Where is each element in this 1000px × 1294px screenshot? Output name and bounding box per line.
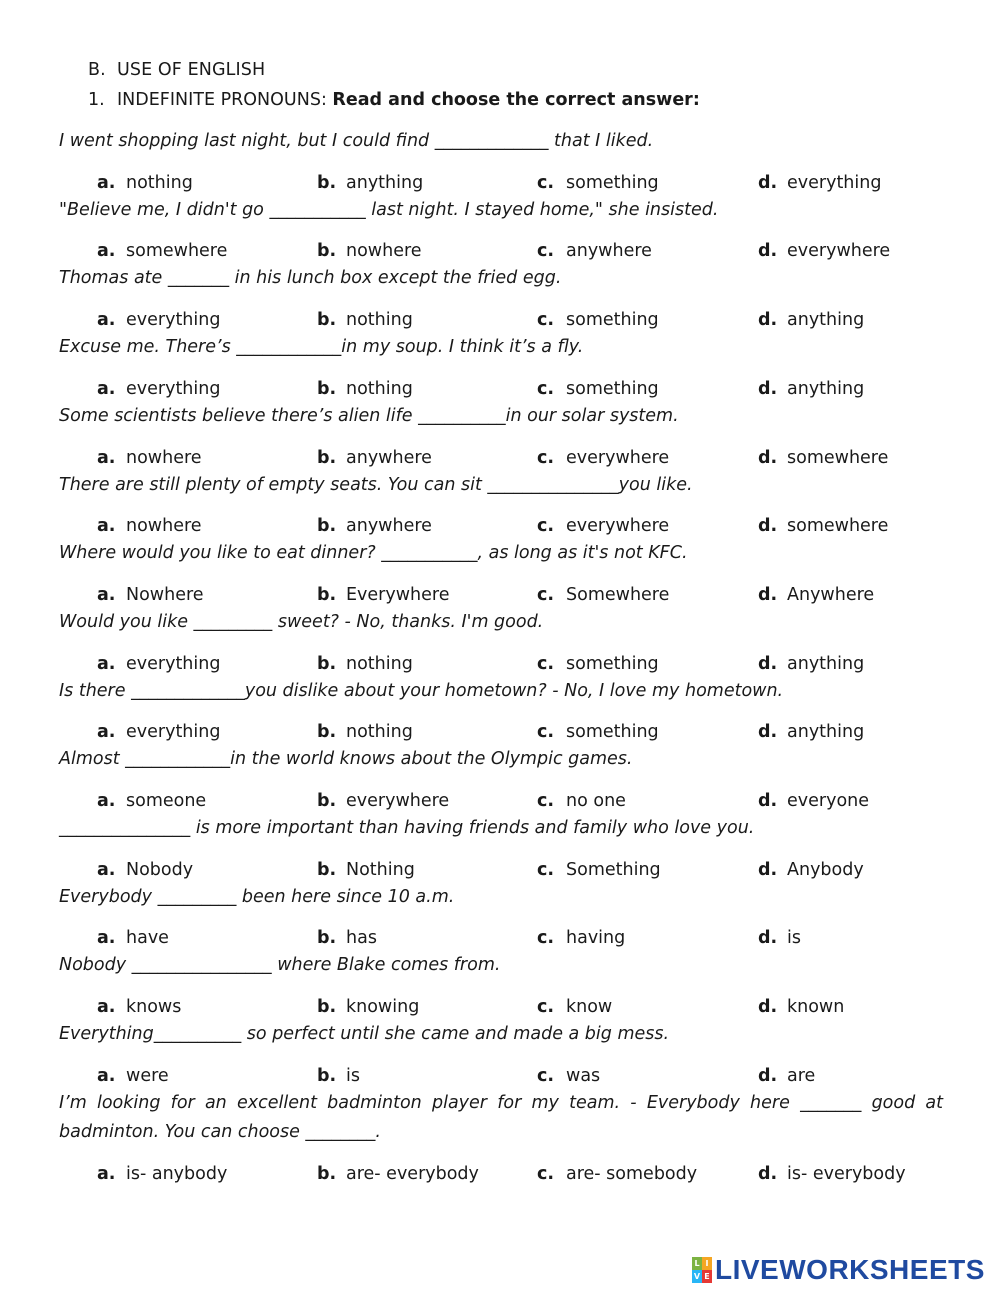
option-text: anything bbox=[787, 722, 865, 742]
answer-option[interactable] bbox=[537, 997, 612, 1017]
question-text: Excuse me. There’s ____________in my soup. I think it’s a fly. bbox=[59, 337, 584, 357]
answer-option[interactable] bbox=[97, 791, 206, 811]
answer-option[interactable] bbox=[537, 860, 661, 880]
answer-option[interactable] bbox=[97, 585, 204, 605]
option-letter: c. bbox=[537, 241, 555, 261]
option-text: known bbox=[787, 997, 845, 1017]
answer-option[interactable] bbox=[537, 448, 669, 468]
option-letter: b. bbox=[317, 585, 337, 605]
option-letter: d. bbox=[758, 585, 778, 605]
answer-option[interactable] bbox=[317, 585, 449, 605]
option-letter: c. bbox=[537, 654, 555, 674]
answer-option[interactable] bbox=[317, 1164, 479, 1184]
answer-option[interactable] bbox=[97, 241, 227, 261]
option-letter: d. bbox=[758, 448, 778, 468]
answer-options bbox=[97, 1164, 957, 1188]
option-text: Something bbox=[566, 860, 661, 880]
option-letter: d. bbox=[758, 997, 778, 1017]
answer-option[interactable] bbox=[758, 379, 864, 399]
option-letter: d. bbox=[758, 241, 778, 261]
answer-option[interactable] bbox=[317, 241, 422, 261]
option-letter: b. bbox=[317, 654, 337, 674]
option-letter: d. bbox=[758, 654, 778, 674]
option-letter: a. bbox=[97, 585, 116, 605]
answer-option[interactable] bbox=[758, 448, 888, 468]
option-letter: d. bbox=[758, 516, 778, 536]
section-title: USE OF ENGLISH bbox=[117, 60, 266, 80]
answer-option[interactable] bbox=[317, 173, 423, 193]
option-letter: c. bbox=[537, 928, 555, 948]
answer-option[interactable] bbox=[758, 791, 869, 811]
answer-option[interactable] bbox=[537, 516, 669, 536]
answer-option[interactable] bbox=[97, 654, 220, 674]
answer-option[interactable] bbox=[97, 928, 169, 948]
answer-option[interactable] bbox=[97, 448, 202, 468]
option-text: are- somebody bbox=[566, 1164, 698, 1184]
question-text: Nobody ________________ where Blake comes from. bbox=[59, 955, 501, 975]
option-letter: d. bbox=[758, 310, 778, 330]
answer-option[interactable] bbox=[537, 1164, 697, 1184]
answer-option[interactable] bbox=[758, 860, 864, 880]
answer-option[interactable] bbox=[97, 379, 220, 399]
answer-option[interactable] bbox=[537, 654, 659, 674]
question-text: I’m looking for an excellent badminton player for my team. - Everybody here _______ good at badminton. You can choose ________. bbox=[59, 1093, 943, 1142]
option-text: is bbox=[787, 928, 801, 948]
answer-option[interactable] bbox=[97, 1164, 227, 1184]
question-text: Thomas ate _______ in his lunch box except the fried egg. bbox=[59, 268, 562, 288]
answer-option[interactable] bbox=[317, 722, 413, 742]
option-letter: d. bbox=[758, 928, 778, 948]
answer-option[interactable] bbox=[758, 1066, 815, 1086]
answer-options bbox=[97, 860, 957, 884]
option-text: anywhere bbox=[566, 241, 652, 261]
option-text: everywhere bbox=[566, 448, 670, 468]
option-letter: d. bbox=[758, 1066, 778, 1086]
option-letter: d. bbox=[758, 722, 778, 742]
answer-options bbox=[97, 928, 957, 952]
option-text: knows bbox=[126, 997, 182, 1017]
liveworksheets-logo bbox=[692, 1254, 992, 1286]
option-letter: c. bbox=[537, 860, 555, 880]
answer-option[interactable] bbox=[537, 585, 669, 605]
option-letter: c. bbox=[537, 791, 555, 811]
option-text: nothing bbox=[126, 173, 193, 193]
answer-option[interactable] bbox=[317, 654, 413, 674]
answer-option[interactable] bbox=[758, 997, 844, 1017]
answer-option[interactable] bbox=[537, 1066, 600, 1086]
answer-options bbox=[97, 310, 957, 334]
answer-option[interactable] bbox=[537, 310, 659, 330]
question-text: Some scientists believe there’s alien life __________in our solar system. bbox=[59, 406, 679, 426]
option-letter: c. bbox=[537, 448, 555, 468]
option-text: Nobody bbox=[126, 860, 194, 880]
option-text: everywhere bbox=[346, 791, 450, 811]
answer-option[interactable] bbox=[97, 516, 202, 536]
option-text: Anybody bbox=[787, 860, 864, 880]
question-text: Everything__________ so perfect until she came and made a big mess. bbox=[59, 1024, 670, 1044]
option-letter: d. bbox=[758, 860, 778, 880]
option-text: Somewhere bbox=[566, 585, 670, 605]
logo-icon bbox=[692, 1257, 712, 1283]
option-text: something bbox=[566, 722, 659, 742]
option-text: everyone bbox=[787, 791, 870, 811]
option-letter: a. bbox=[97, 516, 116, 536]
option-letter: c. bbox=[537, 310, 555, 330]
option-text: has bbox=[346, 928, 377, 948]
answer-option[interactable] bbox=[317, 997, 419, 1017]
answer-option[interactable] bbox=[317, 516, 432, 536]
answer-option[interactable] bbox=[758, 1164, 906, 1184]
answer-option[interactable] bbox=[758, 722, 864, 742]
option-letter: c. bbox=[537, 997, 555, 1017]
option-text: everything bbox=[126, 654, 221, 674]
option-text: Anywhere bbox=[787, 585, 875, 605]
answer-options bbox=[97, 1066, 957, 1090]
option-text: is bbox=[346, 1066, 360, 1086]
answer-option[interactable] bbox=[537, 928, 625, 948]
option-letter: b. bbox=[317, 928, 337, 948]
option-text: anything bbox=[787, 654, 865, 674]
option-text: everywhere bbox=[787, 241, 891, 261]
option-text: nowhere bbox=[126, 516, 202, 536]
answer-option[interactable] bbox=[758, 585, 874, 605]
option-text: somewhere bbox=[787, 516, 889, 536]
logo-icon-e: E bbox=[702, 1270, 712, 1283]
option-text: was bbox=[566, 1066, 601, 1086]
answer-option[interactable] bbox=[758, 654, 864, 674]
question-text: I went shopping last night, but I could find _____________ that I liked. bbox=[59, 131, 654, 151]
logo-text: LIVEWORKSHEETS bbox=[715, 1254, 985, 1285]
option-letter: b. bbox=[317, 516, 337, 536]
option-text: knowing bbox=[346, 997, 420, 1017]
option-text: something bbox=[566, 379, 659, 399]
answer-option[interactable] bbox=[97, 722, 220, 742]
question-text: _______________ is more important than having friends and family who love you. bbox=[59, 818, 755, 838]
option-text: is- everybody bbox=[787, 1164, 906, 1184]
answer-options bbox=[97, 654, 957, 678]
option-text: are bbox=[787, 1066, 816, 1086]
option-text: is- anybody bbox=[126, 1164, 228, 1184]
option-letter: c. bbox=[537, 173, 555, 193]
option-letter: a. bbox=[97, 860, 116, 880]
option-text: nothing bbox=[346, 654, 413, 674]
option-letter: a. bbox=[97, 241, 116, 261]
question-text: Where would you like to eat dinner? ___________, as long as it's not KFC. bbox=[59, 543, 688, 563]
exercise-topic: INDEFINITE PRONOUNS bbox=[117, 90, 321, 110]
option-letter: a. bbox=[97, 1066, 116, 1086]
option-text: know bbox=[566, 997, 613, 1017]
option-letter: c. bbox=[537, 379, 555, 399]
answer-options bbox=[97, 722, 957, 746]
option-letter: a. bbox=[97, 1164, 116, 1184]
answer-option[interactable] bbox=[97, 310, 220, 330]
option-text: nothing bbox=[346, 379, 413, 399]
logo-icon-l: L bbox=[692, 1257, 702, 1270]
option-letter: d. bbox=[758, 379, 778, 399]
answer-options bbox=[97, 997, 957, 1021]
option-letter: b. bbox=[317, 860, 337, 880]
option-text: having bbox=[566, 928, 626, 948]
option-letter: a. bbox=[97, 654, 116, 674]
answer-option[interactable] bbox=[758, 310, 864, 330]
answer-options bbox=[97, 173, 957, 197]
option-letter: b. bbox=[317, 1164, 337, 1184]
option-text: Everywhere bbox=[346, 585, 450, 605]
option-text: anywhere bbox=[346, 448, 432, 468]
answer-option[interactable] bbox=[317, 860, 415, 880]
answer-option[interactable] bbox=[537, 173, 659, 193]
option-letter: b. bbox=[317, 241, 337, 261]
option-letter: d. bbox=[758, 173, 778, 193]
answer-option[interactable] bbox=[758, 241, 890, 261]
option-letter: c. bbox=[537, 516, 555, 536]
section-number: B. bbox=[88, 60, 106, 80]
option-text: no one bbox=[566, 791, 626, 811]
option-text: everywhere bbox=[566, 516, 670, 536]
option-text: everything bbox=[126, 310, 221, 330]
option-text: are- everybody bbox=[346, 1164, 479, 1184]
answer-option[interactable] bbox=[317, 928, 377, 948]
option-text: something bbox=[566, 654, 659, 674]
exercise-instruction bbox=[88, 90, 948, 110]
answer-option[interactable] bbox=[317, 379, 413, 399]
option-text: nothing bbox=[346, 310, 413, 330]
option-text: everything bbox=[787, 173, 882, 193]
question-text: Would you like _________ sweet? - No, thanks. I'm good. bbox=[59, 612, 544, 632]
answer-option[interactable] bbox=[317, 448, 432, 468]
option-text: were bbox=[126, 1066, 169, 1086]
option-text: nothing bbox=[346, 722, 413, 742]
answer-option[interactable] bbox=[758, 516, 888, 536]
option-letter: c. bbox=[537, 1066, 555, 1086]
option-letter: b. bbox=[317, 1066, 337, 1086]
answer-option[interactable] bbox=[97, 997, 181, 1017]
option-text: something bbox=[566, 310, 659, 330]
answer-option[interactable] bbox=[97, 173, 193, 193]
option-text: someone bbox=[126, 791, 207, 811]
option-text: something bbox=[566, 173, 659, 193]
instruction-text: Read and choose the correct answer: bbox=[332, 90, 700, 110]
option-letter: a. bbox=[97, 310, 116, 330]
question-text: "Believe me, I didn't go ___________ last night. I stayed home," she insisted. bbox=[59, 200, 719, 220]
option-letter: b. bbox=[317, 448, 337, 468]
answer-option[interactable] bbox=[97, 860, 193, 880]
answer-options bbox=[97, 791, 957, 815]
answer-option[interactable] bbox=[317, 1066, 360, 1086]
answer-options bbox=[97, 516, 957, 540]
option-text: nowhere bbox=[346, 241, 422, 261]
option-text: somewhere bbox=[126, 241, 228, 261]
option-letter: c. bbox=[537, 585, 555, 605]
option-letter: b. bbox=[317, 722, 337, 742]
option-letter: b. bbox=[317, 173, 337, 193]
option-letter: c. bbox=[537, 1164, 555, 1184]
answer-option[interactable] bbox=[758, 928, 801, 948]
answer-option[interactable] bbox=[97, 1066, 169, 1086]
option-text: Nowhere bbox=[126, 585, 204, 605]
logo-icon-v: V bbox=[693, 1272, 701, 1281]
option-letter: b. bbox=[317, 997, 337, 1017]
answer-option[interactable] bbox=[537, 791, 626, 811]
exercise-number: 1. bbox=[88, 90, 105, 110]
answer-options bbox=[97, 379, 957, 403]
option-text: anywhere bbox=[346, 516, 432, 536]
option-text: anything bbox=[346, 173, 424, 193]
option-text: everything bbox=[126, 722, 221, 742]
answer-option[interactable] bbox=[758, 173, 881, 193]
option-text: have bbox=[126, 928, 169, 948]
answer-option[interactable] bbox=[537, 241, 652, 261]
option-letter: a. bbox=[97, 379, 116, 399]
option-letter: a. bbox=[97, 791, 116, 811]
option-letter: a. bbox=[97, 997, 116, 1017]
option-letter: b. bbox=[317, 310, 337, 330]
answer-options bbox=[97, 448, 957, 472]
option-text: nowhere bbox=[126, 448, 202, 468]
option-text: everything bbox=[126, 379, 221, 399]
answer-option[interactable] bbox=[317, 310, 413, 330]
answer-option[interactable] bbox=[317, 791, 449, 811]
option-letter: b. bbox=[317, 791, 337, 811]
option-text: Nothing bbox=[346, 860, 415, 880]
option-letter: b. bbox=[317, 379, 337, 399]
question-text: Everybody _________ been here since 10 a.m. bbox=[59, 887, 455, 907]
option-letter: d. bbox=[758, 791, 778, 811]
answer-option[interactable] bbox=[537, 722, 659, 742]
question-text: There are still plenty of empty seats. You can sit _______________you like. bbox=[59, 475, 693, 495]
option-text: somewhere bbox=[787, 448, 889, 468]
option-letter: d. bbox=[758, 1164, 778, 1184]
option-letter: a. bbox=[97, 173, 116, 193]
option-letter: a. bbox=[97, 722, 116, 742]
option-text: anything bbox=[787, 310, 865, 330]
option-text: anything bbox=[787, 379, 865, 399]
question-text: Is there _____________you dislike about your hometown? - No, I love my hometown. bbox=[59, 681, 784, 701]
option-letter: a. bbox=[97, 448, 116, 468]
answer-option[interactable] bbox=[537, 379, 659, 399]
question-text: Almost ____________in the world knows about the Olympic games. bbox=[59, 749, 633, 769]
option-letter: c. bbox=[537, 722, 555, 742]
answer-options bbox=[97, 585, 957, 609]
answer-options bbox=[97, 241, 957, 265]
logo-icon-i: I bbox=[702, 1257, 712, 1270]
section-heading bbox=[88, 60, 888, 80]
instruction-separator: : bbox=[320, 90, 333, 110]
option-letter: a. bbox=[97, 928, 116, 948]
